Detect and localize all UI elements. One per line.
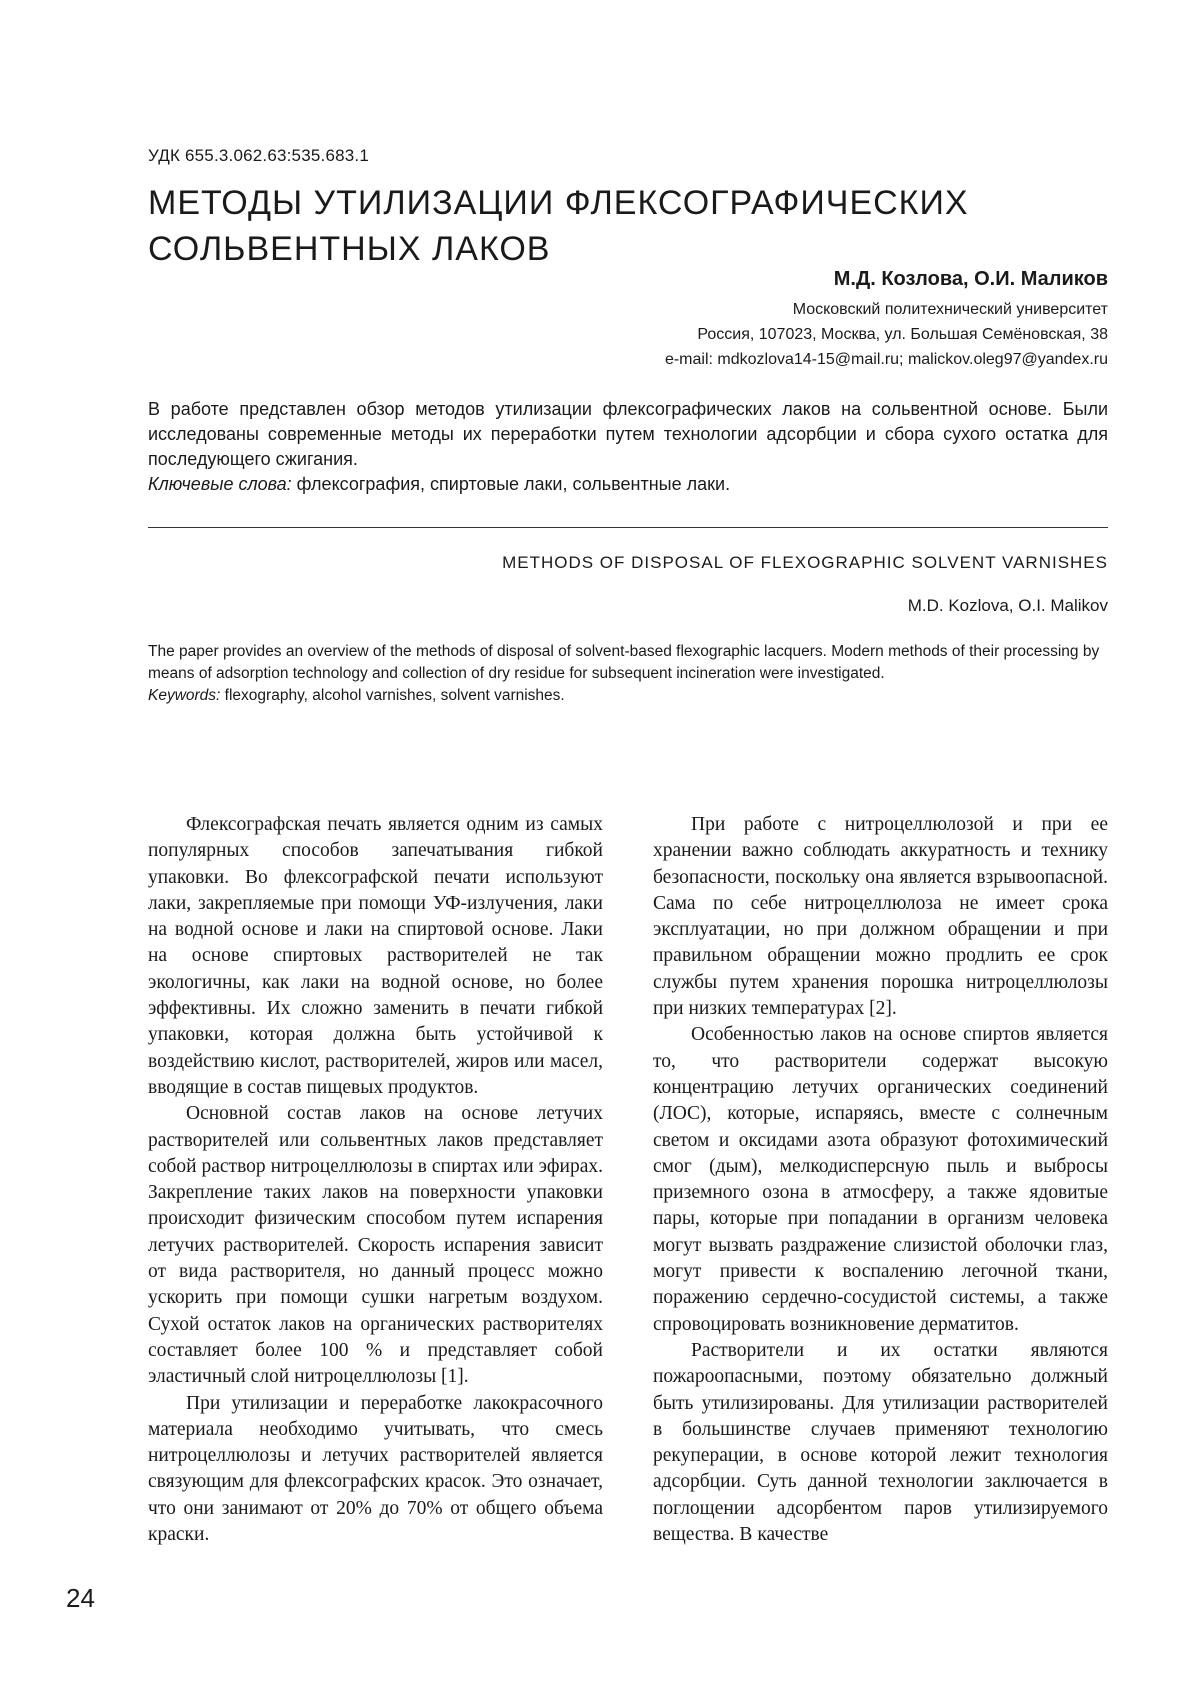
abstract-ru [148,397,1108,497]
abstract-en-text: The paper provides an overview of the methods of disposal of solvent-based flexographic lacquers. Modern methods of their processing by means of adsorption technology and collection of dry residue for subsequent incineration were investigated. [148,643,1100,682]
english-authors: M.D. Kozlova, O.I. Malikov [907,596,1108,615]
affiliation-university: Московский политехнический университет [792,301,1108,318]
keywords-ru-list: флексография, спиртовые лаки, сольвентные лаки. [291,474,731,494]
body-paragraph: Флексографская печать является одним из самых популярных способов запечатывания гибкой упаковки. Во флексографской печати используют лаки, закрепляемые при помощи УФ-излучения, лаки на водной основе и лаки на спиртовой основе. Лаки на основе спиртовых растворителей не так экологичны, как лаки на водной основе, но более эффективны. Их сложно заменить в печати гибкой упаковки, которая должна быть устойчивой к воздействию кислот, растворителей, жиров или масел, вводящие в состав пищевых продуктов. [148,814,603,1098]
affiliation-email: e-mail: mdkozlova14-15@mail.ru; malickov.oleg97@yandex.ru [664,351,1108,368]
page-number: 24 [66,1583,95,1613]
body-paragraph: При работе с нитроцеллюлозой и при ее хранении важно соблюдать аккуратность и технику безопасности, поскольку она является взрывоопасной. Сама по себе нитроцеллюлоза не имеет срока эксплуатации, но при должном обращении и при правильном обращении можно продлить ее срок службы путем хранения порошка нитроцеллюлозы при низких температурах [2]. [653,814,1108,1020]
body-column-left [148,812,603,1548]
keywords-ru-label: Ключевые слова: [148,474,292,494]
body-column-right [653,812,1108,1548]
english-title: METHODS OF DISPOSAL OF FLEXOGRAPHIC SOLVENT VARNISHES [502,553,1108,572]
body-paragraph: При утилизации и переработке лакокрасочного материала необходимо учитывать, что смесь нитроцеллюлозы и летучих растворителей является связующим для флексографских красок. Это означает, что они занимают от 20% до 70% от общего объема краски. [148,1392,603,1546]
body-paragraph: Особенностью лаков на основе спиртов является то, что растворители содержат высокую концентрацию летучих органических соединений (ЛОС), которые, испаряясь, вместе с солнечным светом и оксидами азота образуют фотохимический смог (дым), мелкодисперсную пыль и выбросы приземного озона в атмосферу, а также ядовитые пары, которые при попадании в организм человека могут вызвать раздражение слизистой оболочки глаз, могут привести к воспалению легочной ткани, поражению сердечно-сосудистой системы, а также спровоцировать возникновение дерматитов. [653,1024,1108,1335]
keywords-en [148,685,1108,707]
authors: М.Д. Козлова, О.И. Маликов [833,268,1108,290]
keywords-ru [148,472,1108,497]
keywords-en-label: Keywords: [148,687,221,704]
abstract-ru-text: В работе представлен обзор методов утилизации флексографических лаков на сольвентной основе. Были исследованы современные методы их переработки путем технологии адсорбции и сбора сухого остатка для последующего сжигания. [148,399,1108,469]
article-title [148,180,1108,272]
section-divider [148,527,1108,528]
keywords-en-list: flexography, alcohol varnishes, solvent varnishes. [220,687,565,704]
article-title-line-1: МЕТОДЫ УТИЛИЗАЦИИ ФЛЕКСОГРАФИЧЕСКИХ [148,184,969,222]
affiliation-address: Россия, 107023, Москва, ул. Большая Семёновская, 38 [697,326,1108,343]
body-paragraph: Основной состав лаков на основе летучих растворителей или сольвентных лаков представляет собой раствор нитроцеллюлозы в спиртах или эфирах. Закрепление таких лаков на поверхности упаковки происходит физическим способом путем испарения летучих растворителей. Скорость испарения зависит от вида растворителя, но данный процесс можно ускорить при помощи сушки нагретым воздухом. Сухой остаток лаков на органических растворителях составляет более 100 % и представляет собой эластичный слой нитроцеллюлозы [1]. [148,1103,603,1388]
article-title-line-2: СОЛЬВЕНТНЫХ ЛАКОВ [148,230,551,268]
abstract-en [148,641,1108,707]
udk-code: УДК 655.3.062.63:535.683.1 [148,146,369,165]
body-paragraph: Растворители и их остатки являются пожароопасными, поэтому обязательно должный быть утилизированы. Для утилизации растворителей в большинстве случаев применяют технологию рекуперации, в основе которой лежит технология адсорбции. Суть данной технологии заключается в поглощении адсорбентом паров утилизируемого вещества. В качестве [653,1339,1108,1546]
authors-block [665,268,1108,372]
